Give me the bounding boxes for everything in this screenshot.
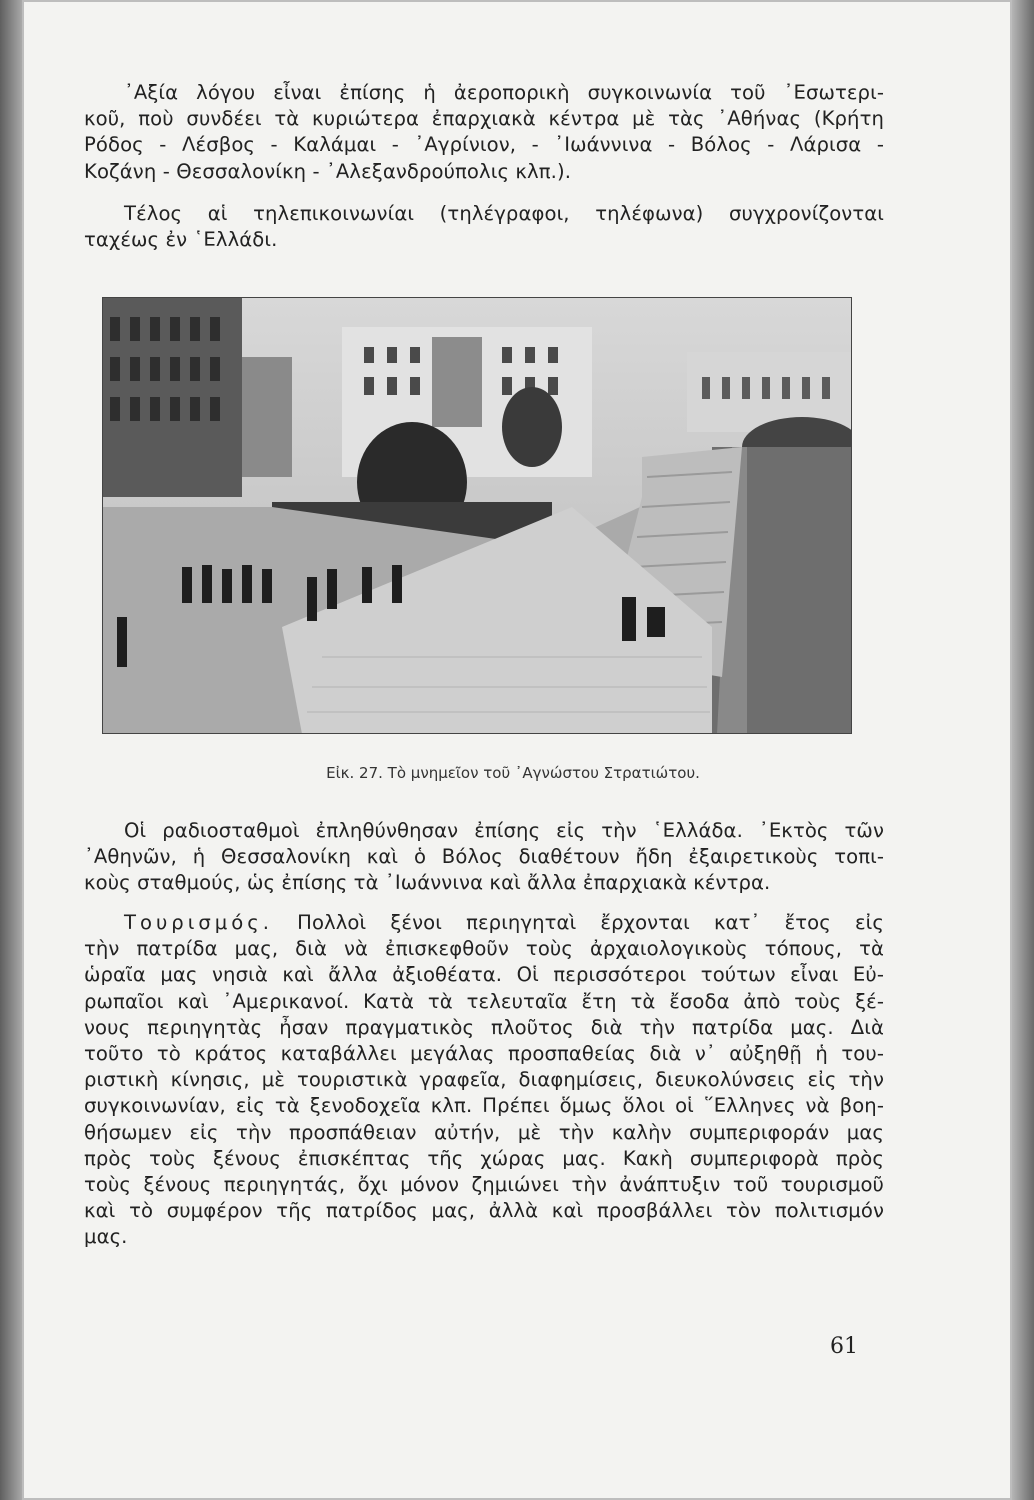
text-line: ρωπαῖοι καὶ ᾿Αμερικανοί. Κατὰ τὰ τελευταῖα ἔτη τὰ ἔσοδα ἀπὸ τοὺς ξέ- xyxy=(84,989,884,1013)
figure-caption xyxy=(22,764,1012,782)
text-line: κοῦ, ποὺ συνδέει τὰ κυριώτερα ἐπαρχιακὰ κέντρα μὲ τὰς ᾿Αθήνας (Κρήτη xyxy=(84,107,884,131)
text-line: ᾿Αθηνῶν, ἡ Θεσσαλονίκη καὶ ὁ Βόλος διαθέτουν ἤδη ἐξαιρετικοὺς τοπι- xyxy=(84,845,884,869)
text-line: Τέλος αἱ τηλεπικοινωνίαι (τηλέγραφοι, τηλέφωνα) συγχρονίζονται xyxy=(124,202,884,225)
book-page xyxy=(22,0,1012,1500)
book-binding-left xyxy=(0,0,22,1500)
text-line: συγκοινωνίαν, εἰς τὰ ξενοδοχεῖα κλπ. Πρέπει ὅμως ὅλοι οἱ ῞Ελληνες νὰ βοη- xyxy=(84,1094,884,1118)
text-line: ταχέως ἐν ῾Ελλάδι. xyxy=(84,228,278,252)
figure-photo xyxy=(102,297,852,734)
text-line: πρὸς τοὺς ξένους ἐπισκέπτας τῆς χώρας μας. Κακὴ συμπεριφορὰ πρὸς xyxy=(84,1146,884,1170)
text-line: μας. xyxy=(84,1225,128,1249)
text-line: νους περιηγητὰς ἦσαν πραγματικὸς πλοῦτος διὰ τὴν πατρίδα μας. Διὰ xyxy=(84,1015,884,1039)
text-line: κοὺς σταθμούς, ὡς ἐπίσης τὰ ᾿Ιωάννινα καὶ ἄλλα ἐπαρχιακὰ κέντρα. xyxy=(84,871,771,895)
monument-photo-icon xyxy=(102,297,852,734)
paragraph-telecommunications xyxy=(84,201,884,253)
tourism-heading: Τουρισμός. xyxy=(124,911,273,934)
caption-text: Εἰκ. 27. Τὸ μνημεῖον τοῦ ᾿Αγνώστου Στρατιώτου. xyxy=(326,764,700,782)
text-line: ᾿Αξία λόγου εἶναι ἐπίσης ἡ ἀεροπορικὴ συγκοινωνία τοῦ ᾿Εσωτερι- xyxy=(124,81,884,104)
text-line: τὴν πατρίδα μας, διὰ νὰ ἐπισκεφθοῦν τοὺς ἀρχαιολογικοὺς τόπους, τὰ xyxy=(84,937,884,961)
text-line xyxy=(84,910,884,936)
text-line: Ρόδος - Λέσβος - Καλάμαι - ᾿Αγρίνιον, - ᾿Ιωάννινα - Βόλος - Λάρισα - xyxy=(84,133,884,157)
page-number: 61 xyxy=(830,1334,858,1359)
text-line: Κοζάνη - Θεσσαλονίκη - ᾿Αλεξανδρούπολις κλπ.). xyxy=(84,159,572,183)
text-line: Οἱ ραδιοσταθμοὶ ἐπληθύνθησαν ἐπίσης εἰς τὴν ῾Ελλάδα. ᾿Εκτὸς τῶν xyxy=(124,819,884,842)
text-line: καὶ τὸ συμφέρον τῆς πατρίδος μας, ἀλλὰ καὶ προσβάλλει τὸν πολιτισμόν xyxy=(84,1199,884,1223)
book-edge-right xyxy=(1012,0,1034,1500)
text-line: τοὺς ξένους περιηγητάς, ὄχι μόνον ζημιώνει τὴν ἀνάπτυξιν τοῦ τουρισμοῦ xyxy=(84,1173,884,1197)
tourism-first-line: Πολλοὶ ξένοι περιηγηταὶ ἔρχονται κατ᾿ ἔτος εἰς xyxy=(297,911,884,934)
text-line: ριστικὴ κίνησις, μὲ τουριστικὰ γραφεῖα, διαφημίσεις, διευκολύνσεις εἰς τὴν xyxy=(84,1068,884,1092)
paragraph-air-transport xyxy=(84,80,884,185)
text-line: θήσωμεν εἰς τὴν προσπάθειαν αὐτήν, μὲ τὴν καλὴν συμπεριφοράν μας xyxy=(84,1120,884,1144)
text-line: ὡραῖα μας νησιὰ καὶ ἄλλα ἀξιοθέατα. Οἱ περισσότεροι τούτων εἶναι Εὐ- xyxy=(84,963,884,987)
text-line: τοῦτο τὸ κράτος καταβάλλει μεγάλας προσπαθείας διὰ ν᾿ αὐξηθῇ ἡ του- xyxy=(84,1042,884,1066)
paragraph-tourism xyxy=(84,910,884,1251)
paragraph-radio-stations xyxy=(84,818,884,897)
